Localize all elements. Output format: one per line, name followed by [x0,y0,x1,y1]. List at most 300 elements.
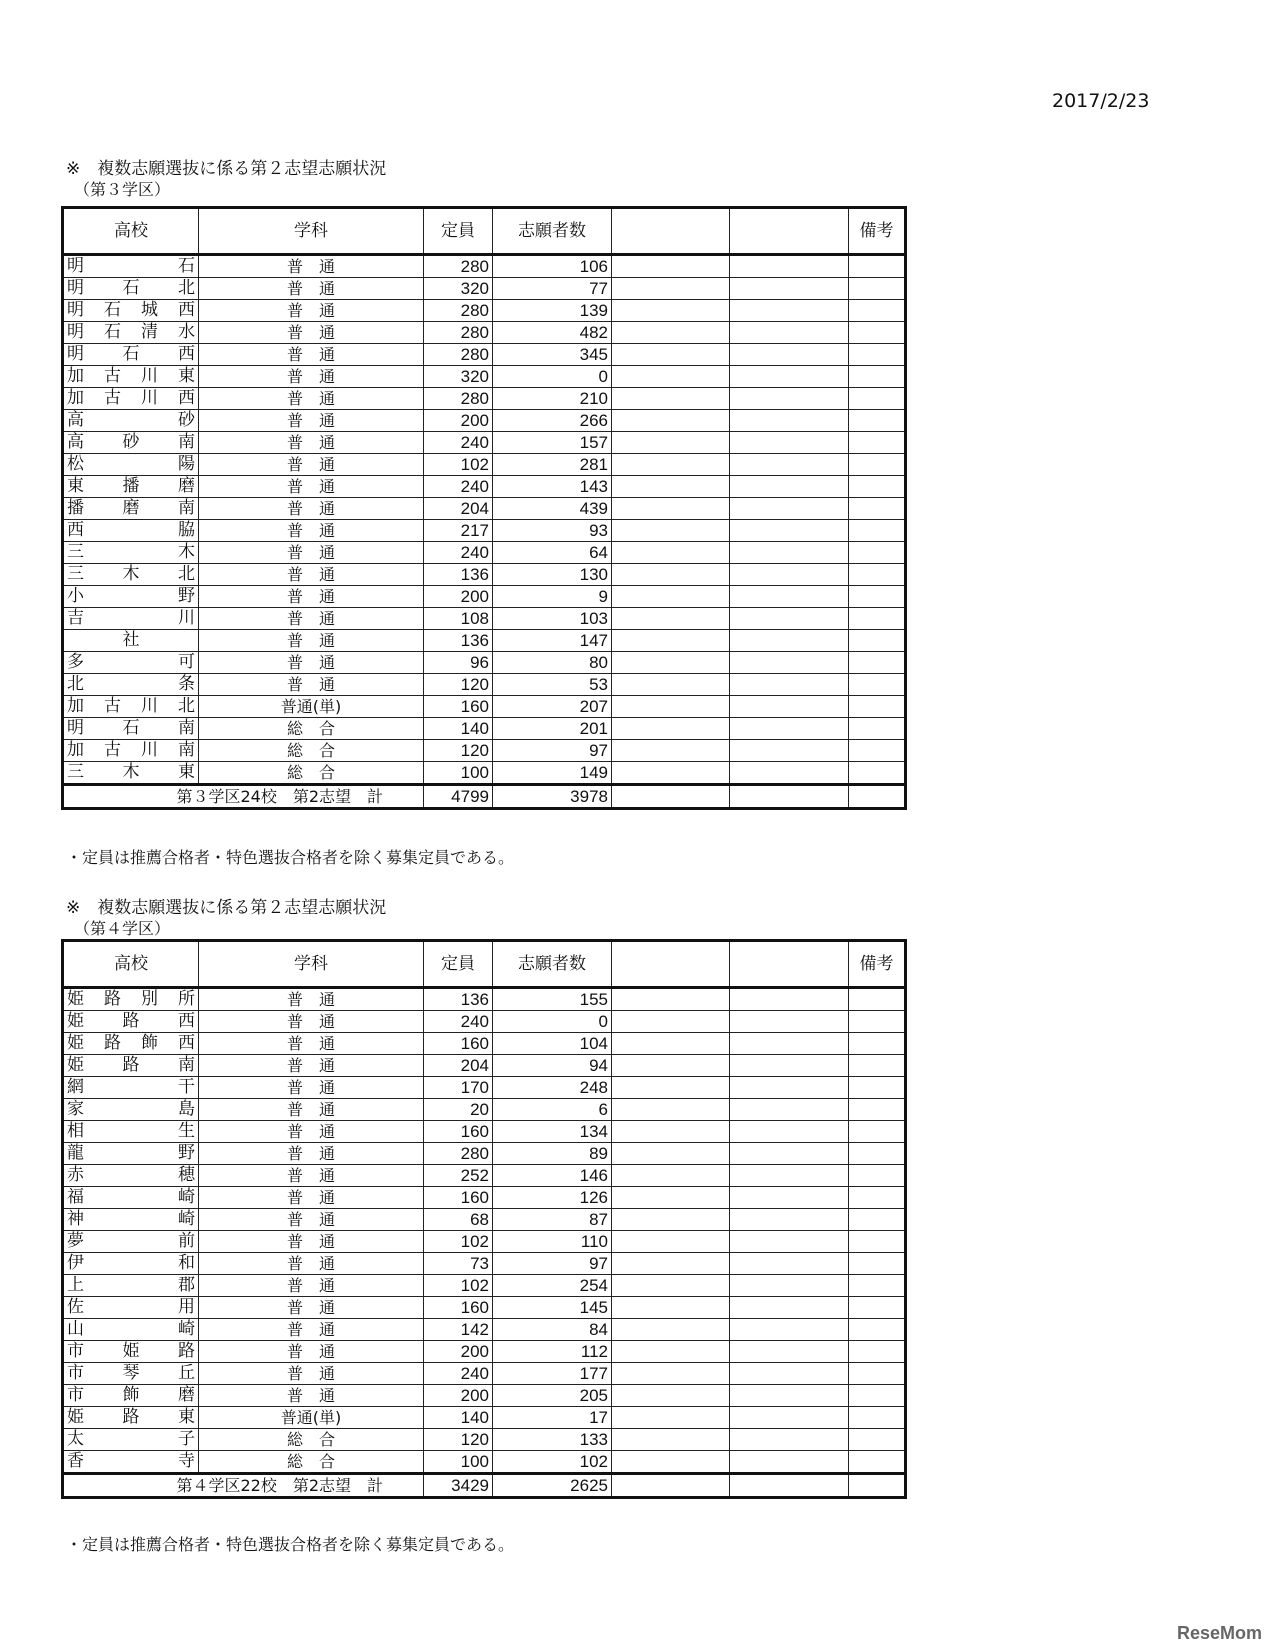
table-row [63,454,906,476]
table-row [63,718,906,740]
blank-cell [730,1407,849,1429]
blank-cell [612,564,730,586]
school-name: 東播磨 [63,476,199,498]
applicants: 104 [493,1033,612,1055]
school-name: 赤穂 [63,1165,199,1187]
remarks-cell [849,1143,906,1165]
school-name: 姫路東 [63,1407,199,1429]
subject: 普 通 [199,1297,424,1319]
blank-cell [730,1297,849,1319]
school-name: 神崎 [63,1209,199,1231]
table-row [63,410,906,432]
applicants: 80 [493,652,612,674]
blank-cell [730,1341,849,1363]
remarks-cell [849,476,906,498]
applicants: 145 [493,1297,612,1319]
subject: 普 通 [199,476,424,498]
subject: 普 通 [199,255,424,278]
blank-cell [612,1055,730,1077]
table-row [63,652,906,674]
subject: 普 通 [199,410,424,432]
capacity: 280 [424,300,493,322]
applicants: 146 [493,1165,612,1187]
document-date: 2017/2/23 [1052,90,1150,112]
capacity: 68 [424,1209,493,1231]
applicants: 482 [493,322,612,344]
applicants: 0 [493,366,612,388]
remarks-cell [849,1099,906,1121]
school-name: 高砂 [63,410,199,432]
blank-cell [612,1319,730,1341]
school-name: 播磨南 [63,498,199,520]
capacity: 280 [424,255,493,278]
blank-cell [612,388,730,410]
capacity: 120 [424,674,493,696]
capacity: 140 [424,718,493,740]
header-applicants: 志願者数 [493,208,612,255]
school-name: 香寺 [63,1451,199,1474]
school-name: 加古川東 [63,366,199,388]
table-row [63,344,906,366]
applicants: 210 [493,388,612,410]
table-row [63,740,906,762]
capacity: 200 [424,1385,493,1407]
blank-cell [730,344,849,366]
remarks-cell [849,1011,906,1033]
capacity: 120 [424,1429,493,1451]
remarks-cell [849,988,906,1011]
remarks-cell [849,1474,906,1498]
blank-cell [730,1253,849,1275]
footnote: ・定員は推薦合格者・特色選抜合格者を除く募集定員である。 [66,848,515,867]
applicants: 201 [493,718,612,740]
table-row [63,1429,906,1451]
school-name: 夢前 [63,1231,199,1253]
school-name: 高砂南 [63,432,199,454]
blank-cell [612,1407,730,1429]
capacity: 240 [424,432,493,454]
subject: 普 通 [199,520,424,542]
remarks-cell [849,762,906,785]
school-name: 佐用 [63,1297,199,1319]
applicants: 157 [493,432,612,454]
school-name: 明石清水 [63,322,199,344]
remarks-cell [849,344,906,366]
subject: 普 通 [199,344,424,366]
school-name: 三木北 [63,564,199,586]
subject: 普 通 [199,586,424,608]
blank-cell [612,696,730,718]
blank-cell [612,785,730,809]
remarks-cell [849,542,906,564]
capacity: 160 [424,1187,493,1209]
total-row [63,1474,906,1498]
table-row [63,1275,906,1297]
subject: 普 通 [199,322,424,344]
table-row [63,432,906,454]
blank-cell [612,1209,730,1231]
header-remarks: 備考 [849,208,906,255]
table-row [63,1143,906,1165]
school-name: 明石 [63,255,199,278]
remarks-cell [849,255,906,278]
blank-cell [730,740,849,762]
remarks-cell [849,1363,906,1385]
applicants: 97 [493,1253,612,1275]
applicants: 345 [493,344,612,366]
blank-cell [730,696,849,718]
subject: 普 通 [199,542,424,564]
school-name: 龍野 [63,1143,199,1165]
blank-cell [730,1209,849,1231]
blank-cell [730,1077,849,1099]
subject: 普 通 [199,652,424,674]
table-row [63,1253,906,1275]
subject: 普 通 [199,1055,424,1077]
blank-cell [730,542,849,564]
school-name: 上郡 [63,1275,199,1297]
blank-cell [612,1275,730,1297]
total-label: 第４学区22校 第2志望 計 [63,1474,424,1498]
remarks-cell [849,1209,906,1231]
capacity: 100 [424,1451,493,1474]
table-row [63,366,906,388]
blank-cell [730,432,849,454]
total-label: 第３学区24校 第2志望 計 [63,785,424,809]
table-row [63,1055,906,1077]
blank-cell [612,344,730,366]
subject: 普 通 [199,1275,424,1297]
school-name: 明石城西 [63,300,199,322]
remarks-cell [849,1121,906,1143]
table-row [63,1209,906,1231]
applicants: 112 [493,1341,612,1363]
remarks-cell [849,322,906,344]
school-name: 三木東 [63,762,199,785]
resemom-logo: ReseMom [1176,1623,1262,1643]
blank-cell [612,498,730,520]
blank-cell [612,630,730,652]
blank-cell [612,740,730,762]
remarks-cell [849,674,906,696]
remarks-cell [849,410,906,432]
subject: 普 通 [199,300,424,322]
blank-cell [730,476,849,498]
table-row [63,255,906,278]
capacity: 200 [424,1341,493,1363]
blank-cell [730,1055,849,1077]
blank-cell [612,278,730,300]
table-row [63,1363,906,1385]
blank-cell [730,388,849,410]
header-capacity: 定員 [424,208,493,255]
blank-cell [612,1429,730,1451]
blank-cell [612,608,730,630]
school-name: 網干 [63,1077,199,1099]
blank-cell [612,1451,730,1474]
subject: 普 通 [199,1231,424,1253]
applicants: 6 [493,1099,612,1121]
blank-cell [730,1187,849,1209]
header-capacity: 定員 [424,941,493,988]
remarks-cell [849,498,906,520]
header-school: 高校 [63,941,199,988]
school-name: 西脇 [63,520,199,542]
school-name: 加古川南 [63,740,199,762]
remarks-cell [849,1297,906,1319]
subject: 普 通 [199,1165,424,1187]
applicants: 266 [493,410,612,432]
blank-cell [730,322,849,344]
remarks-cell [849,1429,906,1451]
header-applicants: 志願者数 [493,941,612,988]
applicants: 106 [493,255,612,278]
subject: 普 通 [199,454,424,476]
capacity: 108 [424,608,493,630]
remarks-cell [849,1275,906,1297]
subject: 普 通 [199,1121,424,1143]
applicants: 126 [493,1187,612,1209]
blank-cell [730,1121,849,1143]
remarks-cell [849,1341,906,1363]
subject: 普 通 [199,1385,424,1407]
total-capacity: 3429 [424,1474,493,1498]
applicants: 143 [493,476,612,498]
capacity: 136 [424,564,493,586]
remarks-cell [849,432,906,454]
total-applicants: 3978 [493,785,612,809]
applicants: 133 [493,1429,612,1451]
capacity: 136 [424,988,493,1011]
subject: 普 通 [199,432,424,454]
capacity: 120 [424,740,493,762]
applicants: 0 [493,1011,612,1033]
total-capacity: 4799 [424,785,493,809]
header-school: 高校 [63,208,199,255]
table-row [63,1099,906,1121]
applicants: 89 [493,1143,612,1165]
table-row [63,1231,906,1253]
capacity: 102 [424,1275,493,1297]
subject: 普 通 [199,278,424,300]
remarks-cell [849,630,906,652]
blank-cell [730,1319,849,1341]
school-name: 福崎 [63,1187,199,1209]
blank-cell [612,988,730,1011]
table-row [63,988,906,1011]
table-district-3 [61,206,907,810]
blank-cell [612,652,730,674]
school-name: 明石北 [63,278,199,300]
remarks-cell [849,1319,906,1341]
subject: 普 通 [199,388,424,410]
remarks-cell [849,696,906,718]
table-row [63,564,906,586]
blank-cell [730,1165,849,1187]
blank-cell [612,255,730,278]
applicants: 254 [493,1275,612,1297]
subject: 普 通 [199,498,424,520]
subject: 普 通 [199,1143,424,1165]
blank-cell [730,762,849,785]
blank-cell [612,476,730,498]
remarks-cell [849,740,906,762]
applicants: 17 [493,1407,612,1429]
remarks-cell [849,586,906,608]
district-label-4: （第４学区） [74,919,171,938]
subject: 普 通 [199,630,424,652]
blank-cell [612,454,730,476]
table-row [63,762,906,785]
subject: 普通(単) [199,1407,424,1429]
header-blank [612,208,730,255]
header-subject: 学科 [199,941,424,988]
capacity: 102 [424,1231,493,1253]
school-name: 三木 [63,542,199,564]
table-row [63,1187,906,1209]
blank-cell [730,1033,849,1055]
blank-cell [730,1143,849,1165]
table-row [63,674,906,696]
applicants: 177 [493,1363,612,1385]
table-row [63,1407,906,1429]
blank-cell [612,1474,730,1498]
blank-cell [730,1385,849,1407]
school-name: 市琴丘 [63,1363,199,1385]
capacity: 140 [424,1407,493,1429]
remarks-cell [849,1231,906,1253]
blank-cell [730,652,849,674]
capacity: 160 [424,1033,493,1055]
school-name: 太子 [63,1429,199,1451]
capacity: 280 [424,388,493,410]
subject: 総 合 [199,740,424,762]
blank-cell [730,1474,849,1498]
table-row [63,542,906,564]
total-applicants: 2625 [493,1474,612,1498]
applicants: 205 [493,1385,612,1407]
blank-cell [612,762,730,785]
subject: 普 通 [199,1187,424,1209]
subject: 普 通 [199,1319,424,1341]
applicants: 139 [493,300,612,322]
remarks-cell [849,1385,906,1407]
remarks-cell [849,1165,906,1187]
subject: 普 通 [199,988,424,1011]
blank-cell [612,520,730,542]
school-name: 家島 [63,1099,199,1121]
table-row [63,388,906,410]
applicants: 87 [493,1209,612,1231]
blank-cell [730,1231,849,1253]
blank-cell [612,1253,730,1275]
applicants: 93 [493,520,612,542]
capacity: 240 [424,542,493,564]
remarks-cell [849,785,906,809]
remarks-cell [849,1077,906,1099]
table-row [63,1451,906,1474]
blank-cell [612,1341,730,1363]
subject: 普通(単) [199,696,424,718]
blank-cell [730,564,849,586]
blank-cell [612,1033,730,1055]
school-name: 加古川西 [63,388,199,410]
blank-cell [730,1363,849,1385]
capacity: 320 [424,366,493,388]
capacity: 160 [424,1121,493,1143]
blank-cell [730,1099,849,1121]
capacity: 136 [424,630,493,652]
subject: 総 合 [199,718,424,740]
blank-cell [730,520,849,542]
subject: 普 通 [199,1209,424,1231]
blank-cell [612,1231,730,1253]
remarks-cell [849,1187,906,1209]
school-name: 市飾磨 [63,1385,199,1407]
table-row [63,322,906,344]
header-blank [730,941,849,988]
school-name: 姫路西 [63,1011,199,1033]
subject: 普 通 [199,1033,424,1055]
applicants: 155 [493,988,612,1011]
table-row [63,300,906,322]
school-name: 相生 [63,1121,199,1143]
remarks-cell [849,366,906,388]
school-name: 社 [63,630,199,652]
applicants: 97 [493,740,612,762]
blank-cell [730,300,849,322]
remarks-cell [849,1055,906,1077]
table-row [63,1077,906,1099]
remarks-cell [849,1451,906,1474]
table-row [63,630,906,652]
capacity: 100 [424,762,493,785]
table-row [63,1297,906,1319]
blank-cell [730,718,849,740]
school-name: 吉川 [63,608,199,630]
capacity: 170 [424,1077,493,1099]
table-row [63,696,906,718]
header-remarks: 備考 [849,941,906,988]
applicants: 103 [493,608,612,630]
capacity: 240 [424,476,493,498]
table-row [63,1011,906,1033]
footnote: ・定員は推薦合格者・特色選抜合格者を除く募集定員である。 [66,1535,515,1554]
blank-cell [612,322,730,344]
blank-cell [612,1385,730,1407]
remarks-cell [849,564,906,586]
subject: 普 通 [199,1341,424,1363]
header-blank [730,208,849,255]
blank-cell [612,1187,730,1209]
capacity: 142 [424,1319,493,1341]
remarks-cell [849,652,906,674]
applicants: 207 [493,696,612,718]
remarks-cell [849,1033,906,1055]
subject: 普 通 [199,1253,424,1275]
capacity: 280 [424,344,493,366]
blank-cell [730,498,849,520]
applicants: 149 [493,762,612,785]
capacity: 102 [424,454,493,476]
school-name: 多可 [63,652,199,674]
blank-cell [612,1099,730,1121]
subject: 普 通 [199,1077,424,1099]
blank-cell [612,1165,730,1187]
capacity: 280 [424,322,493,344]
blank-cell [730,278,849,300]
remarks-cell [849,454,906,476]
